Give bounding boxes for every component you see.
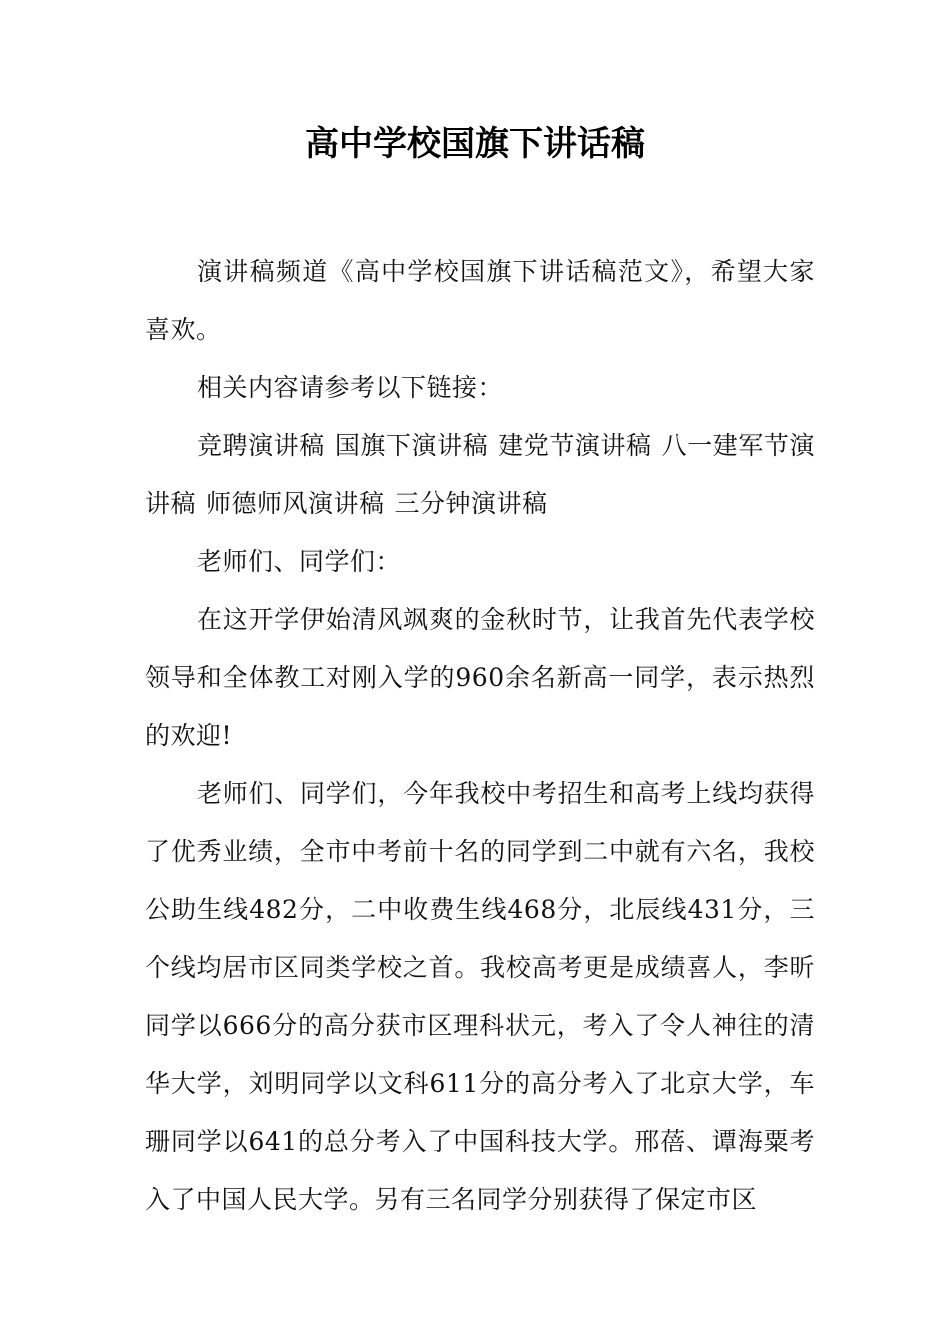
- intro-paragraph: 演讲稿频道《高中学校国旗下讲话稿范文》，希望大家喜欢。: [145, 257, 815, 344]
- related-links-list: [145, 417, 815, 533]
- salutation-paragraph: 老师们、同学们：: [197, 547, 402, 576]
- link-flag-speech[interactable]: 国旗下演讲稿: [334, 431, 489, 460]
- achievements-paragraph: 老师们、同学们，今年我校中考招生和高考上线均获得了优秀业绩，全市中考前十名的同学到二中就有六名，我校公助生线482分，二中收费生线468分，北辰线431分，三个线均居市区同类学校之首。我校高考更是成绩喜人，李昕同学以666分的高分获市区理科状元，考入了令人神往的清华大学，刘明同学以文科611分的高分考入了北京大学，车珊同学以641的总分考入了中国科技大学。邢蓓、谭海粟考入了中国人民大学。另有三名同学分别获得了保定市区: [145, 779, 815, 1214]
- document-body: [145, 243, 815, 1229]
- link-three-minute-speech[interactable]: 三分钟演讲稿: [394, 489, 548, 518]
- link-jingpin-speech[interactable]: 竞聘演讲稿: [197, 431, 325, 460]
- document-title: 高中学校国旗下讲话稿: [305, 124, 645, 164]
- related-links-label: 相关内容请参考以下链接：: [197, 373, 504, 402]
- link-army-day-speech[interactable]: 八一建军节演讲稿: [145, 431, 815, 518]
- welcome-paragraph: 在这开学伊始清风飒爽的金秋时节，让我首先代表学校领导和全体教工对刚入学的960余名新高一同学，表示热烈的欢迎!: [145, 605, 815, 750]
- link-teacher-ethics-speech[interactable]: 师德师风演讲稿: [206, 489, 385, 518]
- link-party-day-speech[interactable]: 建党节演讲稿: [498, 431, 652, 460]
